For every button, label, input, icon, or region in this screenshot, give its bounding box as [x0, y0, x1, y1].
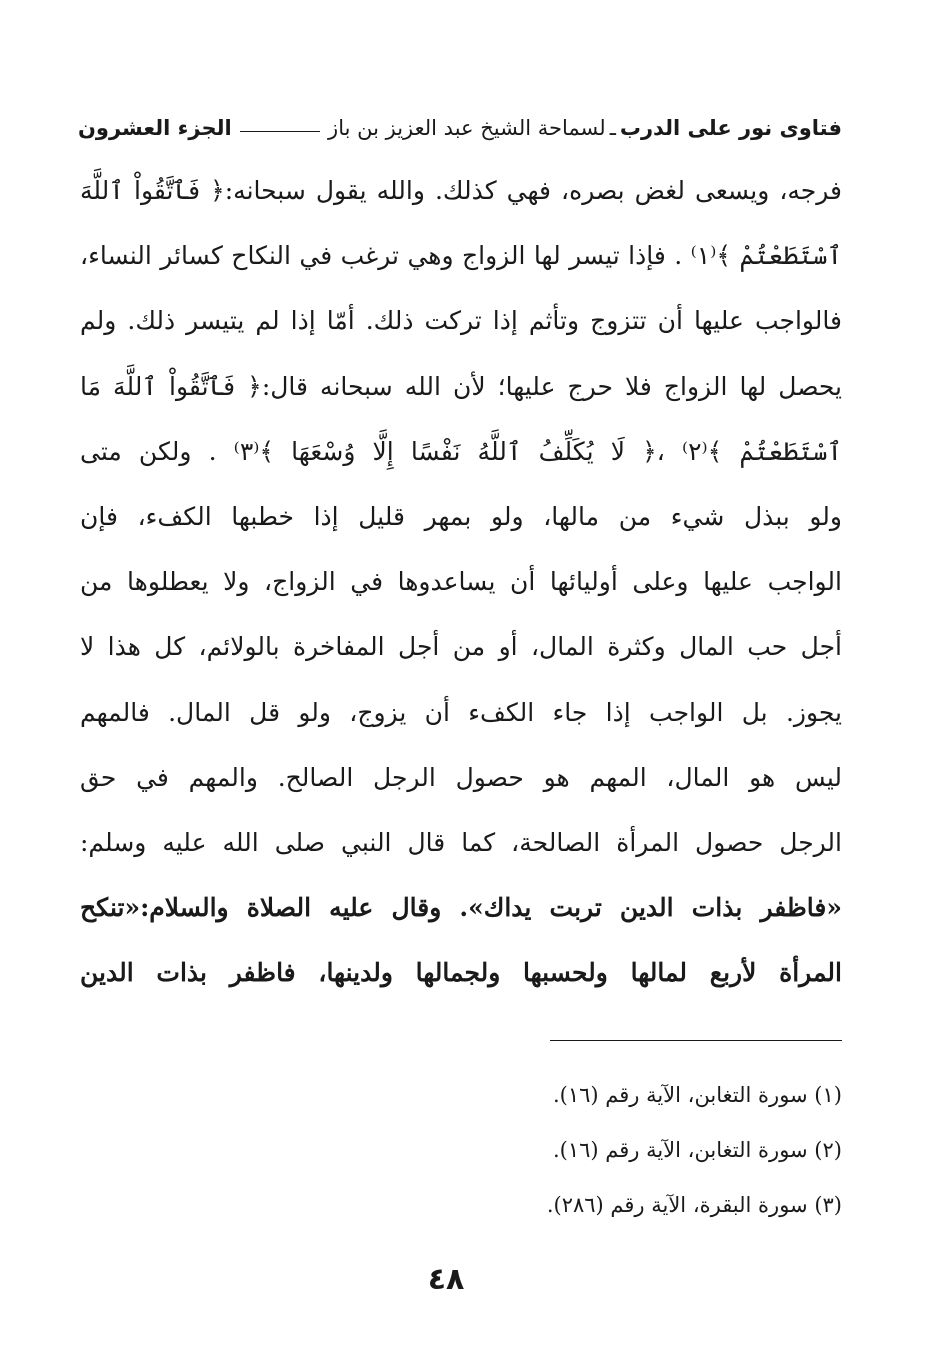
text-line: يجوز. بل الواجب إذا جاء الكفء أن يزوج، ولو قل المال. فالمهم	[80, 697, 842, 727]
text-line: ولو ببذل شيء من مالها، ولو بمهر قليل إذا خطبها الكفء، فإن	[80, 501, 842, 531]
text-line: ليس هو المال، المهم هو حصول الرجل الصالح. والمهم في حق	[80, 762, 842, 792]
text-line: ٱسْتَطَعْتُمْ ﴾⁽٢⁾ ،﴿ لَا يُكَلِّفُ ٱللَّهُ نَفْسًا إِلَّا وُسْعَهَا ﴾⁽٣⁾ . ولكن متى	[80, 436, 842, 466]
text-line-hadith: «فاظفر بذات الدين تربت يداك». وقال عليه الصلاة والسلام:«تنكح	[80, 893, 842, 923]
text-line-hadith: المرأة لأربع لمالها ولحسبها ولجمالها ولدينها، فاظفر بذات الدين	[80, 958, 842, 988]
text-line: الرجل حصول المرأة الصالحة، كما قال النبي صلى الله عليه وسلم:	[80, 827, 842, 857]
text-line: فرجه، ويسعى لغض بصره، فهي كذلك. والله يقول سبحانه:﴿ فَٱتَّقُواْ ٱللَّهَ	[80, 176, 842, 205]
text-line: أجل حب المال وكثرة المال، أو من أجل المفاخرة بالولائم، كل هذا لا	[80, 632, 842, 662]
footnote-item: (٢) سورة التغابن، الآية رقم (١٦).	[552, 1138, 842, 1162]
text-line: ٱسْتَطَعْتُمْ ﴾⁽١⁾ . فإذا تيسر لها الزواج وهي ترغب في النكاح كسائر النساء،	[80, 241, 842, 271]
body-text	[80, 158, 842, 1005]
footnote-item: (٣) سورة البقرة، الآية رقم (٢٨٦).	[546, 1193, 842, 1217]
header-rule	[240, 131, 320, 132]
running-header	[78, 108, 842, 148]
footnote-separator	[550, 1040, 842, 1041]
footnote-item: (١) سورة التغابن، الآية رقم (١٦).	[552, 1083, 842, 1107]
text-line: الواجب عليها وعلى أوليائها أن يساعدوها في الزواج، ولا يعطلوها من	[80, 567, 842, 597]
author-name: لسماحة الشيخ عبد العزيز بن باز	[328, 116, 606, 140]
text-line: فالواجب عليها أن تتزوج وتأثم إذا تركت ذلك. أمّا إذا لم يتيسر ذلك. ولم	[80, 306, 842, 336]
page-number: ٤٨	[427, 1262, 465, 1297]
footnotes	[242, 1068, 842, 1233]
header-dash: ـ	[609, 116, 616, 140]
book-title: فتاوى نور على الدرب	[619, 116, 842, 140]
text-line: يحصل لها الزواج فلا حرج عليها؛ لأن الله سبحانه قال:﴿ فَٱتَّقُواْ ٱللَّهَ مَا	[80, 371, 842, 401]
part-number: الجزء العشرون	[78, 116, 232, 140]
